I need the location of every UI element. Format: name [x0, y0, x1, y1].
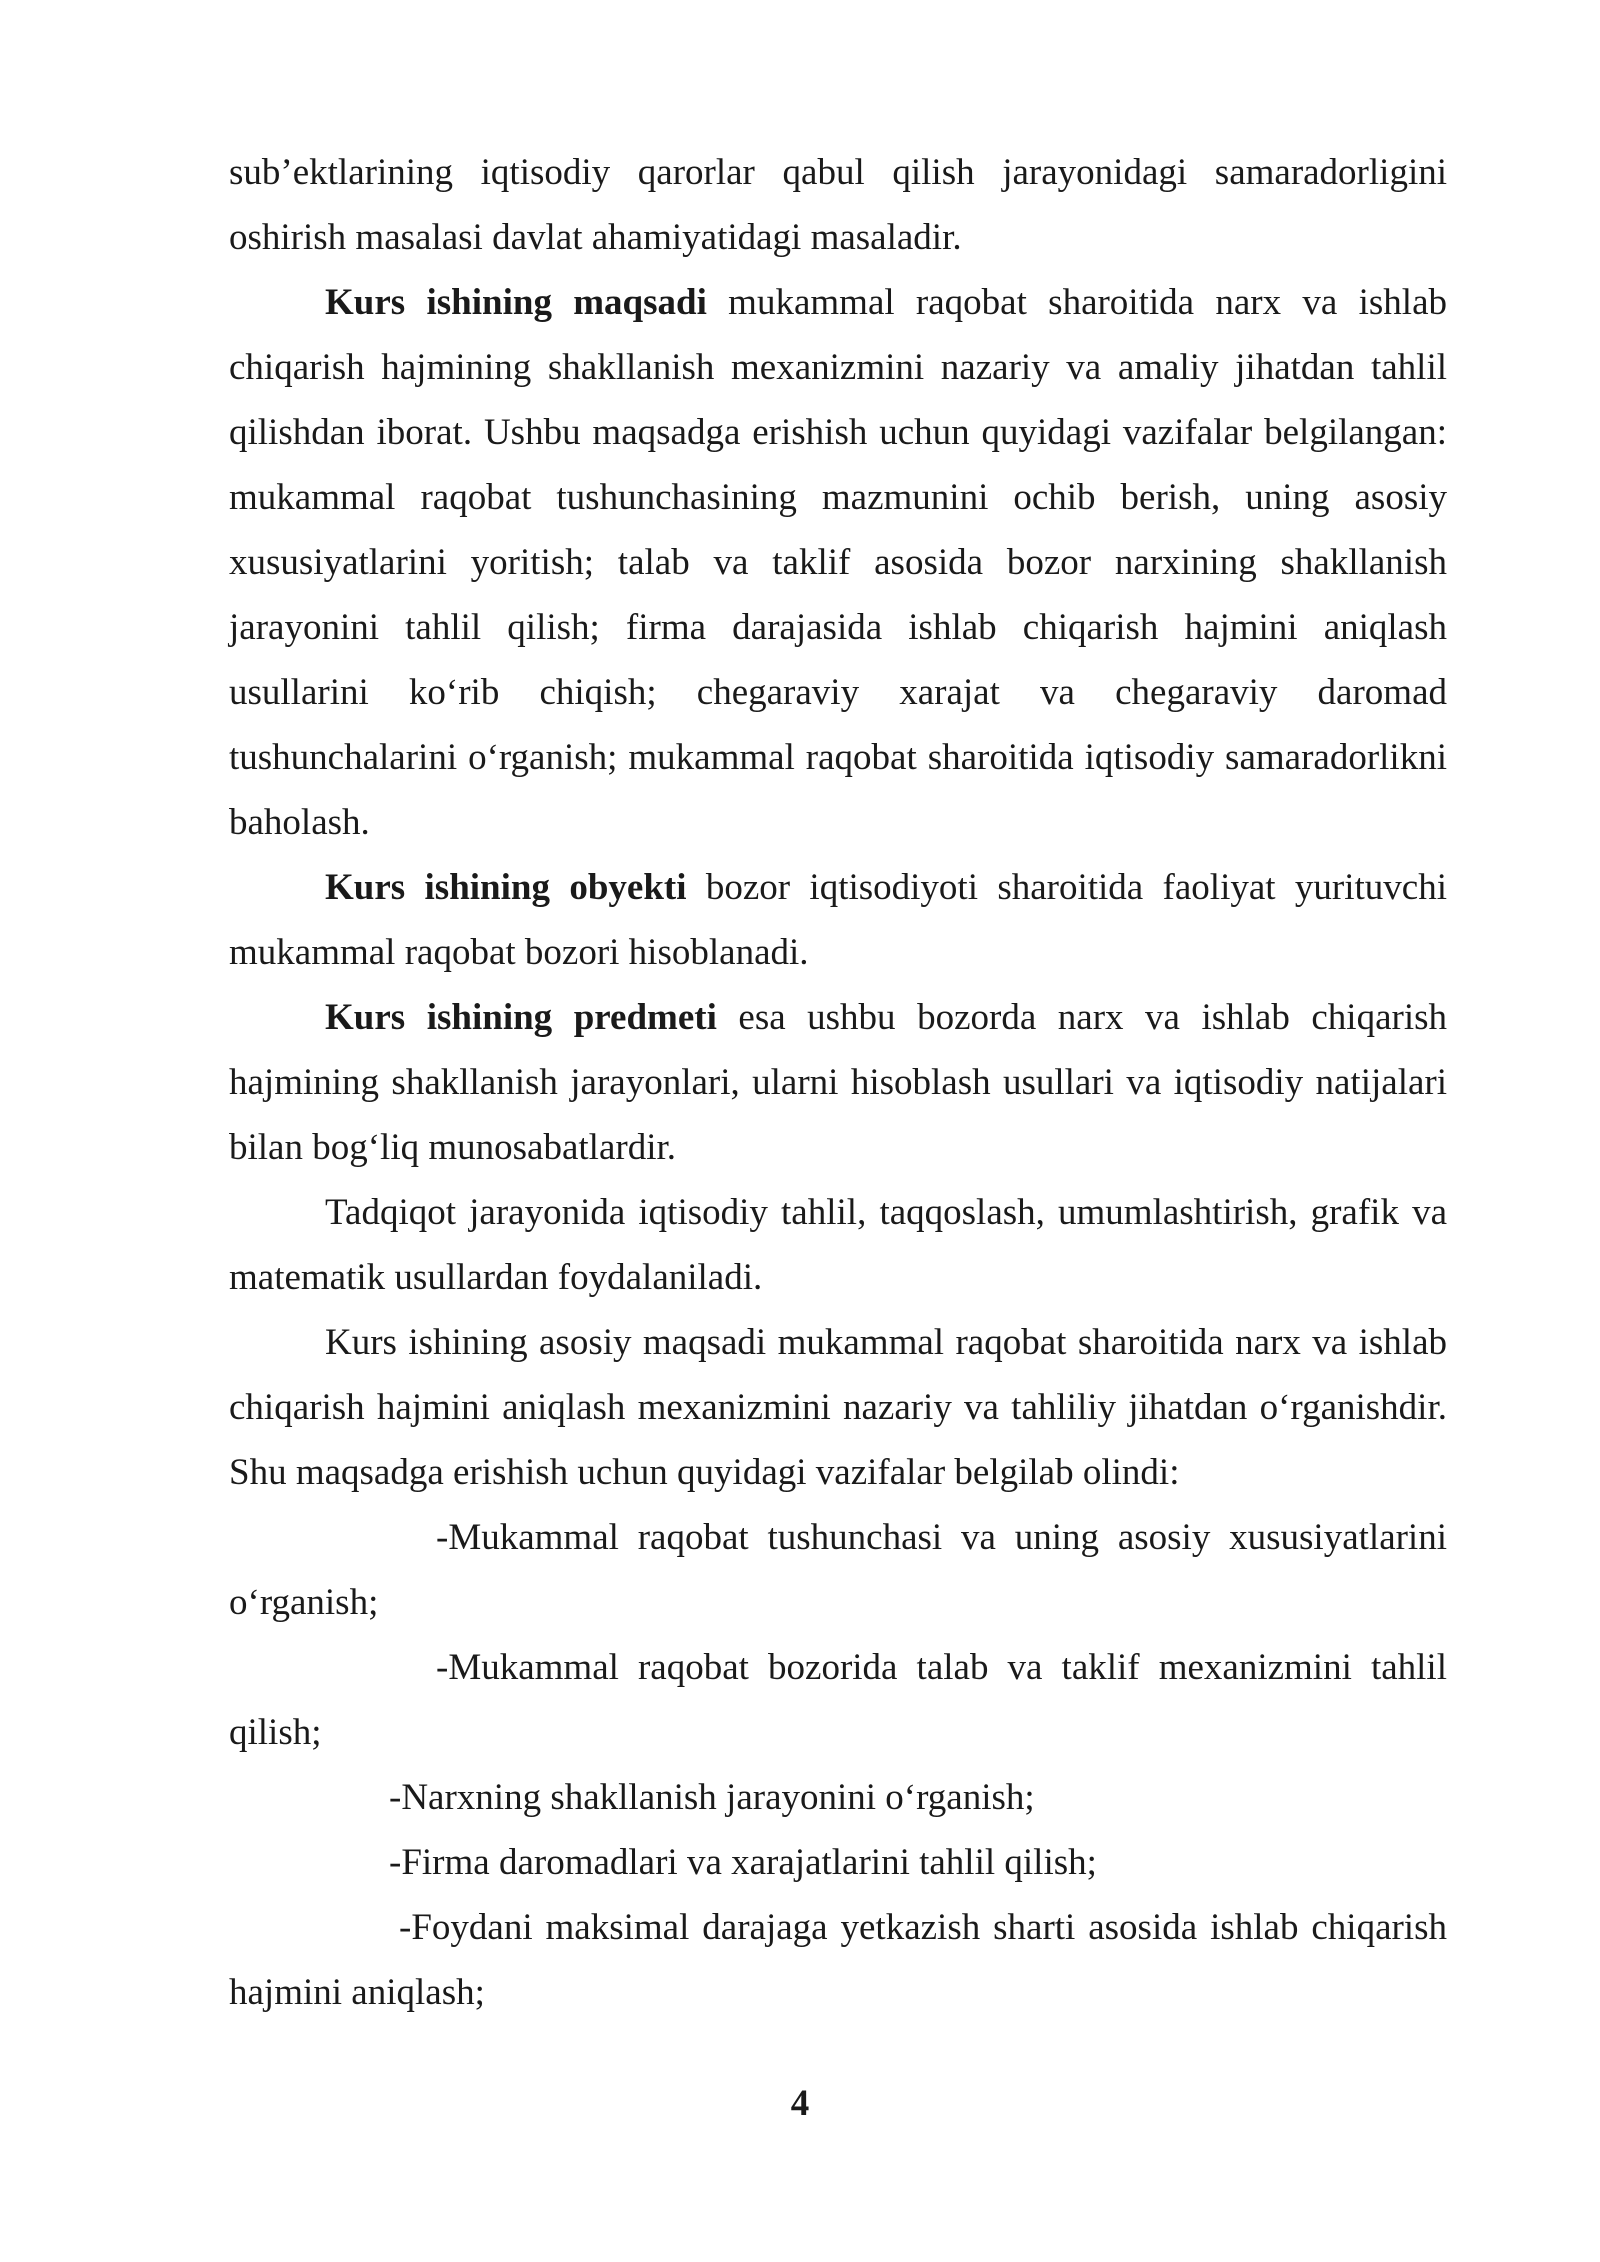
paragraph-main-goal: Kurs ishining asosiy maqsadi mukammal raqobat sharoitida narx va ishlab chiqarish hajmini aniqlash mexanizmini nazariy va tahliliy jihatdan o‘rganishdir. Shu maqsadga erishish uchun quyidagi vazifalar belgilab olindi: [229, 1322, 1447, 1493]
purpose-heading: Kurs ishining maqsadi [325, 282, 707, 323]
task-item-5: -Foydani maksimal darajaga yetkazish sharti asosida ishlab chiqarish hajmini aniqlash; [229, 1907, 1447, 2013]
paragraph-continuation: sub’ektlarining iqtisodiy qarorlar qabul qilish jarayonidagi samaradorligini oshirish masalasi davlat ahamiyatidagi masaladir. [229, 152, 1447, 258]
paragraph-methods: Tadqiqot jarayonida iqtisodiy tahlil, taqqoslash, umumlashtirish, grafik va matematik usullardan foydalaniladi. [229, 1192, 1447, 1298]
document-body [229, 140, 1447, 2025]
task-item-4: -Firma daromadlari va xarajatlarini tahlil qilish; [389, 1842, 1097, 1883]
paragraph-subject [229, 985, 1447, 1180]
task-item-3: -Narxning shakllanish jarayonini o‘rganish; [389, 1777, 1035, 1818]
task-item-1: -Mukammal raqobat tushunchasi va uning asosiy xususiyatlarini o‘rganish; [229, 1517, 1447, 1623]
task-item-2: -Mukammal raqobat bozorida talab va taklif mexanizmini tahlil qilish; [229, 1647, 1447, 1753]
paragraph-purpose [229, 270, 1447, 855]
page-number: 4 [790, 2083, 810, 2124]
object-heading: Kurs ishining obyekti [325, 867, 687, 908]
subject-heading: Kurs ishining predmeti [325, 997, 717, 1038]
paragraph-object [229, 855, 1447, 985]
object-text: bozor iqtisodiyoti sharoitida faoliyat yurituvchi mukammal raqobat bozori hisoblanadi. [229, 867, 1447, 973]
subject-text: esa ushbu bozorda narx va ishlab chiqarish hajmining shakllanish jarayonlari, ularni hisoblash usullari va iqtisodiy natijalari bilan bog‘liq munosabatlardir. [229, 997, 1448, 1168]
purpose-text: mukammal raqobat sharoitida narx va ishlab chiqarish hajmining shakllanish mexanizmini nazariy va amaliy jihatdan tahlil qilishdan iborat. Ushbu maqsadga erishish uchun quyidagi vazifalar belgilangan: mukammal raqobat tushunchasining mazmunini ochib berish, uning asosiy xususiyatlarini yoritish; talab va taklif asosida bozor narxining shakllanish jarayonini tahlil qilish; firma darajasida ishlab chiqarish hajmini aniqlash usullarini ko‘rib chiqish; chegaraviy xarajat va chegaraviy daromad tushunchalarini o‘rganish; mukammal raqobat sharoitida iqtisodiy samaradorlikni baholash. [229, 282, 1447, 843]
